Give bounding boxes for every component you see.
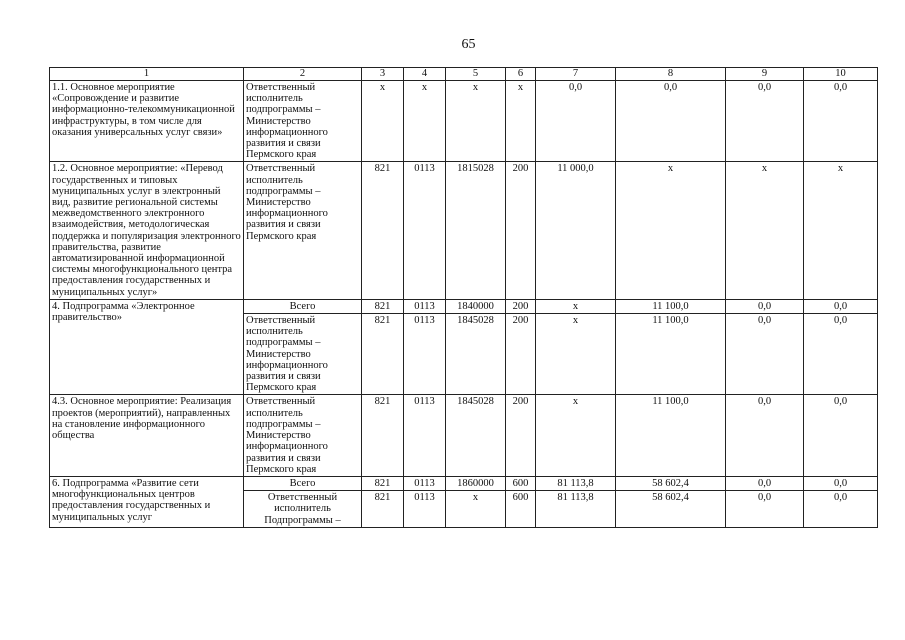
cell-value: х bbox=[536, 395, 616, 476]
cell-value: 0,0 bbox=[804, 299, 878, 313]
program-name: 6. Подпрограмма «Развитие сети многофункциональных центров предоставления государственных и муниципальных услуг bbox=[50, 476, 244, 527]
responsible-executor: Ответственный исполнитель Подпрограммы – bbox=[244, 491, 362, 528]
cell-value: 600 bbox=[506, 476, 536, 490]
cell-value: 0,0 bbox=[726, 81, 804, 162]
table-row bbox=[50, 476, 878, 490]
table-row bbox=[50, 162, 878, 299]
cell-value: 0,0 bbox=[536, 81, 616, 162]
column-number: 1 bbox=[50, 68, 244, 81]
cell-value: 200 bbox=[506, 162, 536, 299]
cell-value: 821 bbox=[362, 476, 404, 490]
cell-value: 0,0 bbox=[616, 81, 726, 162]
program-name: 4. Подпрограмма «Электронное правительство» bbox=[50, 299, 244, 395]
column-number: 10 bbox=[804, 68, 878, 81]
cell-value: 0,0 bbox=[804, 491, 878, 528]
column-number: 4 bbox=[404, 68, 446, 81]
cell-value: 0,0 bbox=[804, 476, 878, 490]
cell-value: х bbox=[536, 314, 616, 395]
cell-value: 821 bbox=[362, 395, 404, 476]
budget-table bbox=[49, 67, 878, 528]
cell-value: 821 bbox=[362, 162, 404, 299]
cell-value: 0113 bbox=[404, 476, 446, 490]
cell-value: 0113 bbox=[404, 491, 446, 528]
responsible-executor: Ответственный исполнитель подпрограммы – Министерство информационного развития и связи Пермского края bbox=[244, 81, 362, 162]
cell-value: 0,0 bbox=[726, 299, 804, 313]
cell-value: 0,0 bbox=[804, 81, 878, 162]
responsible-executor: Ответственный исполнитель подпрограммы – Министерство информационного развития и связи Пермского края bbox=[244, 162, 362, 299]
cell-value: 200 bbox=[506, 314, 536, 395]
cell-value: 81 113,8 bbox=[536, 491, 616, 528]
cell-value: 1845028 bbox=[446, 314, 506, 395]
cell-value: 1840000 bbox=[446, 299, 506, 313]
cell-value: 1845028 bbox=[446, 395, 506, 476]
cell-value: 200 bbox=[506, 299, 536, 313]
column-number: 5 bbox=[446, 68, 506, 81]
cell-value: 821 bbox=[362, 299, 404, 313]
table-row bbox=[50, 299, 878, 313]
cell-value: 0,0 bbox=[726, 476, 804, 490]
column-number: 8 bbox=[616, 68, 726, 81]
cell-value: х bbox=[804, 162, 878, 299]
cell-value: 1815028 bbox=[446, 162, 506, 299]
column-number-row bbox=[50, 68, 878, 81]
cell-value: 11 100,0 bbox=[616, 299, 726, 313]
cell-value: х bbox=[536, 299, 616, 313]
column-number: 7 bbox=[536, 68, 616, 81]
total-label: Всего bbox=[244, 476, 362, 490]
cell-value: 81 113,8 bbox=[536, 476, 616, 490]
cell-value: 11 000,0 bbox=[536, 162, 616, 299]
cell-value: 58 602,4 bbox=[616, 476, 726, 490]
page-number: 65 bbox=[461, 37, 476, 52]
column-number: 2 bbox=[244, 68, 362, 81]
column-number: 9 bbox=[726, 68, 804, 81]
cell-value: х bbox=[362, 81, 404, 162]
cell-value: 0113 bbox=[404, 314, 446, 395]
table-row bbox=[50, 81, 878, 162]
total-label: Всего bbox=[244, 299, 362, 313]
cell-value: 0,0 bbox=[726, 491, 804, 528]
cell-value: 0,0 bbox=[804, 395, 878, 476]
cell-value: 0113 bbox=[404, 299, 446, 313]
cell-value: 0,0 bbox=[804, 314, 878, 395]
cell-value: 200 bbox=[506, 395, 536, 476]
cell-value: 1860000 bbox=[446, 476, 506, 490]
table-row bbox=[50, 395, 878, 476]
cell-value: 821 bbox=[362, 491, 404, 528]
program-name: 4.3. Основное мероприятие: Реализация проектов (мероприятий), направленных на становление информационного общества bbox=[50, 395, 244, 476]
column-number: 6 bbox=[506, 68, 536, 81]
cell-value: 0,0 bbox=[726, 314, 804, 395]
cell-value: х bbox=[446, 491, 506, 528]
cell-value: 821 bbox=[362, 314, 404, 395]
cell-value: х bbox=[404, 81, 446, 162]
responsible-executor: Ответственный исполнитель подпрограммы – Министерство информационного развития и связи Пермского края bbox=[244, 314, 362, 395]
cell-value: х bbox=[726, 162, 804, 299]
cell-value: х bbox=[616, 162, 726, 299]
program-name: 1.1. Основное мероприятие «Сопровождение и развитие информационно-телекоммуникационной инфраструктуры, в том числе для оказания универсальных услуг связи» bbox=[50, 81, 244, 162]
cell-value: х bbox=[446, 81, 506, 162]
column-number: 3 bbox=[362, 68, 404, 81]
cell-value: 0,0 bbox=[726, 395, 804, 476]
cell-value: 0113 bbox=[404, 395, 446, 476]
cell-value: 11 100,0 bbox=[616, 314, 726, 395]
cell-value: 58 602,4 bbox=[616, 491, 726, 528]
cell-value: 11 100,0 bbox=[616, 395, 726, 476]
cell-value: 600 bbox=[506, 491, 536, 528]
cell-value: 0113 bbox=[404, 162, 446, 299]
program-name: 1.2. Основное мероприятие: «Перевод государственных и типовых муниципальных услуг в электронный вид, развитие региональной системы межведомственного электронного взаимодействия, методологическая поддержка и популяризация электронного правительства, развитие автоматизированной информационной системы многофункционального центра предоставления государственных и муниципальных услуг» bbox=[50, 162, 244, 299]
cell-value: х bbox=[506, 81, 536, 162]
responsible-executor: Ответственный исполнитель подпрограммы – Министерство информационного развития и связи Пермского края bbox=[244, 395, 362, 476]
